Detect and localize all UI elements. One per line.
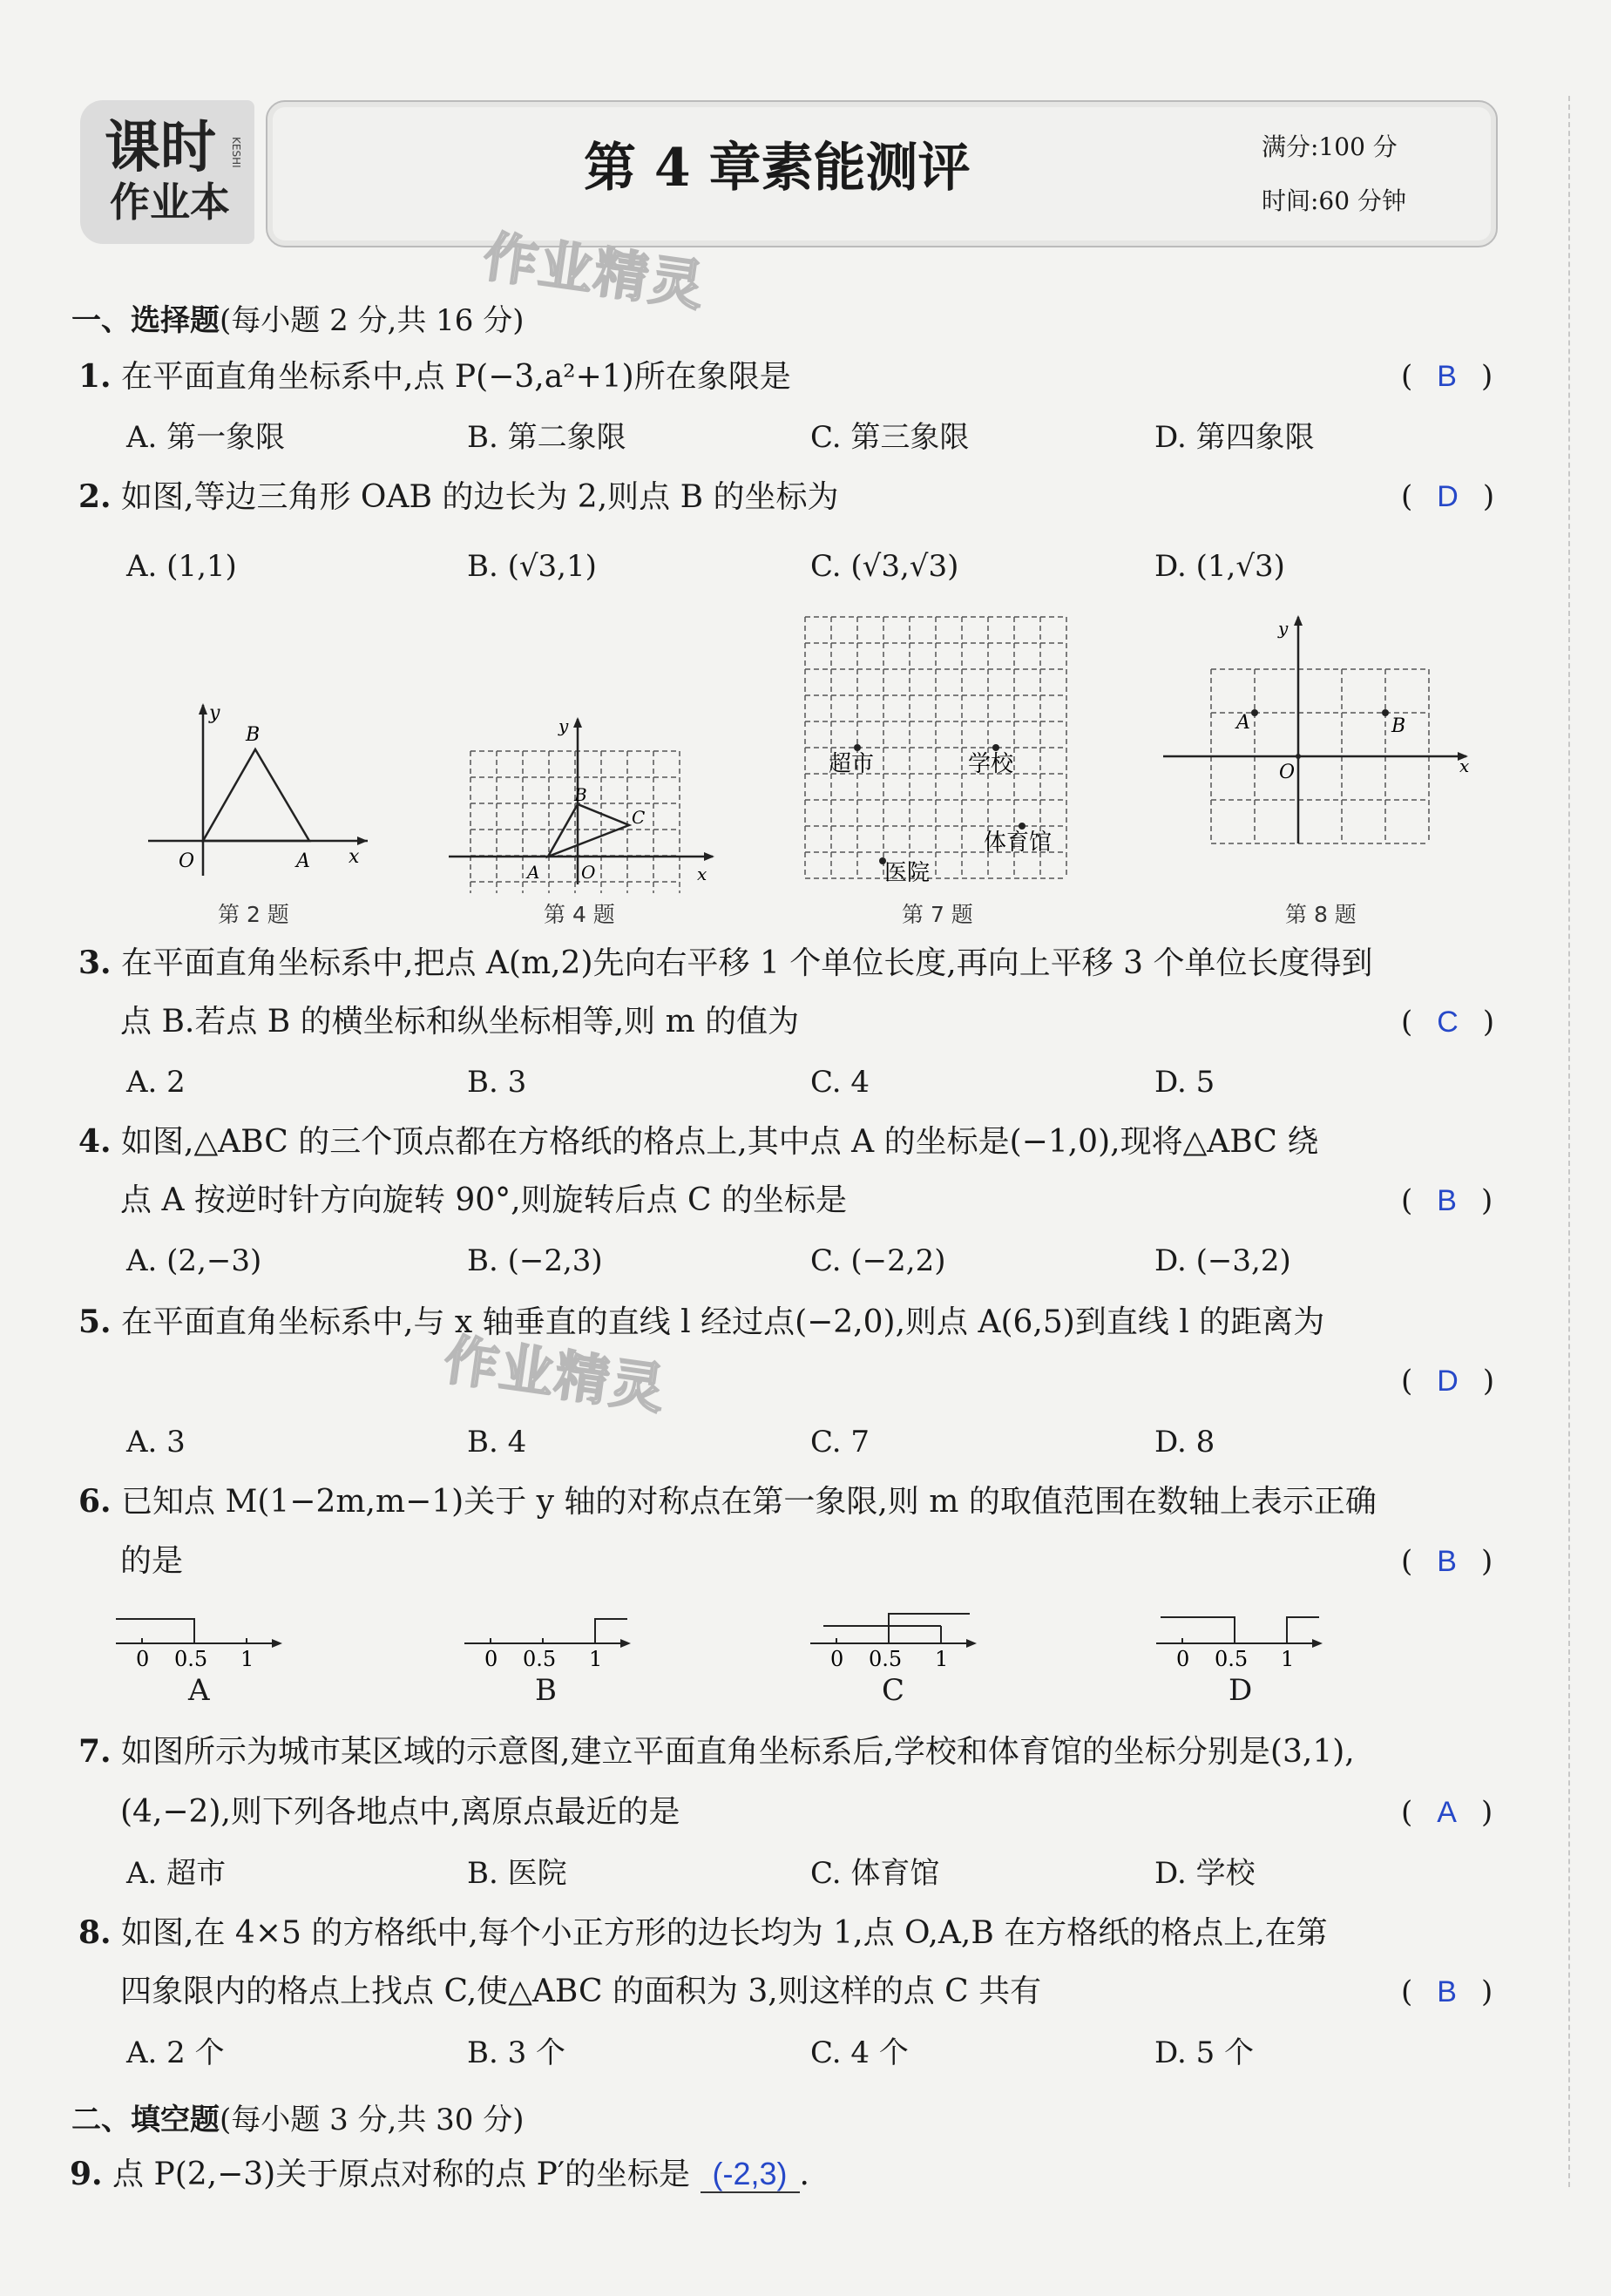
question-text-line2: 的是 — [120, 1543, 184, 1579]
figure-caption: 第 8 题 — [1285, 902, 1357, 927]
option: C. 4 个 — [810, 2035, 909, 2070]
logo — [80, 100, 254, 244]
option: D. 学校 — [1154, 1856, 1256, 1891]
section-title-fill — [71, 2096, 524, 2138]
question-suffix: . — [799, 2157, 809, 2192]
question-text: 在平面直角坐标系中,与 x 轴垂直的直线 l 经过点(−2,0),则点 A(6,5)到直线 l 的距离为 — [121, 1304, 1325, 1340]
point-label-B: B — [246, 724, 261, 746]
question-7 — [78, 1734, 1355, 1770]
question-9 — [70, 2157, 809, 2193]
point-label-A: A — [527, 862, 540, 883]
answer-slot: ( A ) — [1401, 1795, 1493, 1830]
answer: B — [1437, 1975, 1457, 2008]
numberline-option-c — [806, 1602, 985, 1667]
answer-slot: ( D ) — [1401, 1364, 1495, 1399]
tick-label: 0 — [1176, 1647, 1190, 1667]
question-text-line2: 四象限内的格点上找点 C,使△ABC 的面积为 3,则这样的点 C 共有 — [120, 1974, 1042, 2009]
option: A. (1,1) — [126, 549, 237, 584]
logo-line1: 课时 — [105, 116, 216, 180]
option: C. 第三象限 — [810, 420, 970, 455]
point-label-O: O — [581, 862, 596, 883]
tick-label: 0.5 — [523, 1647, 557, 1667]
option: B. 医院 — [467, 1856, 567, 1891]
option: B. (√3,1) — [467, 549, 597, 584]
question-number: 7. — [78, 1733, 112, 1770]
option: D. 8 — [1154, 1425, 1215, 1460]
figure-caption: 第 2 题 — [218, 902, 289, 927]
numberline-option-b — [460, 1602, 639, 1667]
numberline-label: C — [882, 1673, 905, 1708]
logo-tiny: KESHI — [230, 137, 242, 168]
question-1 — [78, 359, 791, 395]
numberline-option-a — [112, 1602, 290, 1667]
answer-slot: ( B ) — [1401, 1544, 1493, 1579]
watermark: 作业精灵 — [479, 224, 710, 319]
option: A. (2,−3) — [126, 1243, 262, 1278]
answer: D — [1437, 480, 1459, 513]
point-label-O: O — [1279, 762, 1296, 783]
option: A. 2 个 — [126, 2035, 225, 2070]
section-title: 一、选择题 — [71, 303, 220, 338]
answer-slot: ( B ) — [1401, 1183, 1493, 1218]
option: A. 3 — [126, 1425, 186, 1460]
figure-caption: 第 4 题 — [544, 902, 615, 927]
axis-label-x: x — [697, 864, 707, 884]
question-text-line2: 点 B.若点 B 的横坐标和纵坐标相等,则 m 的值为 — [120, 1004, 800, 1040]
logo-line2: 作业本 — [110, 179, 230, 226]
option: C. 4 — [810, 1065, 870, 1100]
option: A. 超市 — [126, 1856, 227, 1891]
axis-label-y: y — [1278, 618, 1289, 639]
point-label-C: C — [632, 807, 646, 828]
option: D. 5 个 — [1154, 2035, 1255, 2070]
question-number: 4. — [78, 1123, 112, 1160]
axis-label-x: x — [1459, 755, 1470, 776]
option: C. 体育馆 — [810, 1856, 940, 1891]
figure-q4 — [449, 710, 719, 893]
answer-slot: ( C ) — [1401, 1005, 1495, 1040]
option: B. (−2,3) — [467, 1243, 603, 1278]
question-text: 如图所示为城市某区域的示意图,建立平面直角坐标系后,学校和体育馆的坐标分别是(3,1), — [121, 1734, 1355, 1770]
numberline-label: B — [535, 1673, 557, 1708]
figure-caption: 第 7 题 — [902, 902, 973, 927]
option: A. 2 — [126, 1065, 186, 1100]
question-2 — [78, 479, 838, 515]
numberline-label: D — [1229, 1673, 1253, 1708]
question-3 — [78, 945, 1373, 981]
figure-q7 — [797, 610, 1085, 893]
tick-label: 1 — [589, 1647, 603, 1667]
question-text: 已知点 M(1−2m,m−1)关于 y 轴的对称点在第一象限,则 m 的取值范围在数轴上表示正确 — [121, 1484, 1377, 1520]
option: C. 7 — [810, 1425, 870, 1460]
question-text: 如图,在 4×5 的方格纸中,每个小正方形的边长均为 1,点 O,A,B 在方格纸的格点上,在第 — [121, 1915, 1328, 1951]
option: B. 第二象限 — [467, 420, 626, 455]
margin-line — [1568, 96, 1570, 2187]
place-school: 学校 — [968, 751, 1014, 777]
option: C. (√3,√3) — [810, 549, 959, 584]
question-number: 5. — [78, 1304, 112, 1340]
point-label-O: O — [179, 850, 195, 872]
option: B. 4 — [467, 1425, 527, 1460]
figure-q2 — [139, 693, 375, 884]
question-8 — [78, 1915, 1328, 1951]
full-score: 满分:100 分 — [1262, 132, 1398, 161]
question-text: 点 P(2,−3)关于原点对称的点 P′的坐标是 — [112, 2157, 691, 2192]
place-gym: 体育馆 — [984, 830, 1053, 856]
figure-q8 — [1163, 610, 1477, 863]
option: A. 第一象限 — [126, 420, 286, 455]
tick-label: 0.5 — [174, 1647, 208, 1667]
tick-label: 0.5 — [1215, 1647, 1249, 1667]
numberline-option-d — [1152, 1602, 1330, 1667]
tick-label: 0 — [484, 1647, 498, 1667]
place-supermarket: 超市 — [829, 751, 875, 777]
question-number: 2. — [78, 478, 112, 515]
question-5 — [78, 1304, 1324, 1340]
time-limit: 时间:60 分钟 — [1262, 186, 1406, 215]
answer: A — [1437, 1796, 1457, 1829]
question-4 — [78, 1124, 1318, 1160]
answer: D — [1437, 1365, 1459, 1398]
question-number: 1. — [78, 358, 112, 395]
question-text: 如图,等边三角形 OAB 的边长为 2,则点 B 的坐标为 — [121, 479, 839, 515]
answer: B — [1437, 360, 1457, 393]
option: D. (1,√3) — [1154, 549, 1285, 584]
section-note: (每小题 2 分,共 16 分) — [220, 303, 525, 338]
question-text-line2: 点 A 按逆时针方向旋转 90°,则旋转后点 C 的坐标是 — [120, 1182, 848, 1218]
option: B. 3 个 — [467, 2035, 566, 2070]
answer-slot: ( D ) — [1401, 479, 1495, 514]
answer: B — [1437, 1545, 1457, 1578]
answer: B — [1437, 1184, 1457, 1217]
section-title-choice — [71, 296, 524, 339]
answer-blank[interactable]: (-2,3) — [701, 2157, 800, 2193]
question-number: 6. — [78, 1483, 112, 1520]
axis-label-y: y — [209, 702, 220, 724]
question-number: 3. — [78, 945, 112, 981]
tick-label: 0 — [136, 1647, 150, 1667]
point-label-A: A — [296, 850, 310, 872]
question-number: 9. — [70, 2156, 103, 2192]
tick-label: 1 — [1281, 1647, 1295, 1667]
watermark: 作业精灵 — [440, 1327, 671, 1422]
question-number: 8. — [78, 1914, 112, 1951]
answer-slot: ( B ) — [1401, 1974, 1493, 2009]
tick-label: 1 — [240, 1647, 254, 1667]
option: C. (−2,2) — [810, 1243, 946, 1278]
question-text: 在平面直角坐标系中,点 P(−3,a²+1)所在象限是 — [121, 359, 791, 395]
tick-label: 0.5 — [869, 1647, 903, 1667]
place-hospital: 医院 — [884, 860, 931, 886]
option: D. (−3,2) — [1154, 1243, 1291, 1278]
question-text: 在平面直角坐标系中,把点 A(m,2)先向右平移 1 个单位长度,再向上平移 3 个单位长度得到 — [121, 945, 1373, 981]
axis-label-y: y — [558, 715, 569, 736]
answer-slot: ( B ) — [1401, 359, 1493, 394]
page-title: 第 4 章素能测评 — [584, 138, 971, 199]
question-text: 如图,△ABC 的三个顶点都在方格纸的格点上,其中点 A 的坐标是(−1,0),现将△ABC 绕 — [121, 1124, 1319, 1160]
section-note: (每小题 3 分,共 30 分) — [220, 2103, 525, 2137]
tick-label: 0 — [830, 1647, 844, 1667]
question-text-line2: (4,−2),则下列各地点中,离原点最近的是 — [120, 1794, 680, 1830]
option: D. 第四象限 — [1154, 420, 1315, 455]
numberline-label: A — [188, 1673, 210, 1708]
tick-label: 1 — [935, 1647, 949, 1667]
option: B. 3 — [467, 1065, 527, 1100]
question-6 — [78, 1484, 1377, 1520]
section-title: 二、填空题 — [71, 2103, 220, 2137]
point-label-B: B — [1391, 715, 1406, 737]
point-label-A: A — [1236, 712, 1250, 734]
axis-label-x: x — [349, 846, 360, 868]
point-label-B: B — [574, 784, 587, 805]
option: D. 5 — [1154, 1065, 1215, 1100]
answer: C — [1437, 1006, 1459, 1039]
